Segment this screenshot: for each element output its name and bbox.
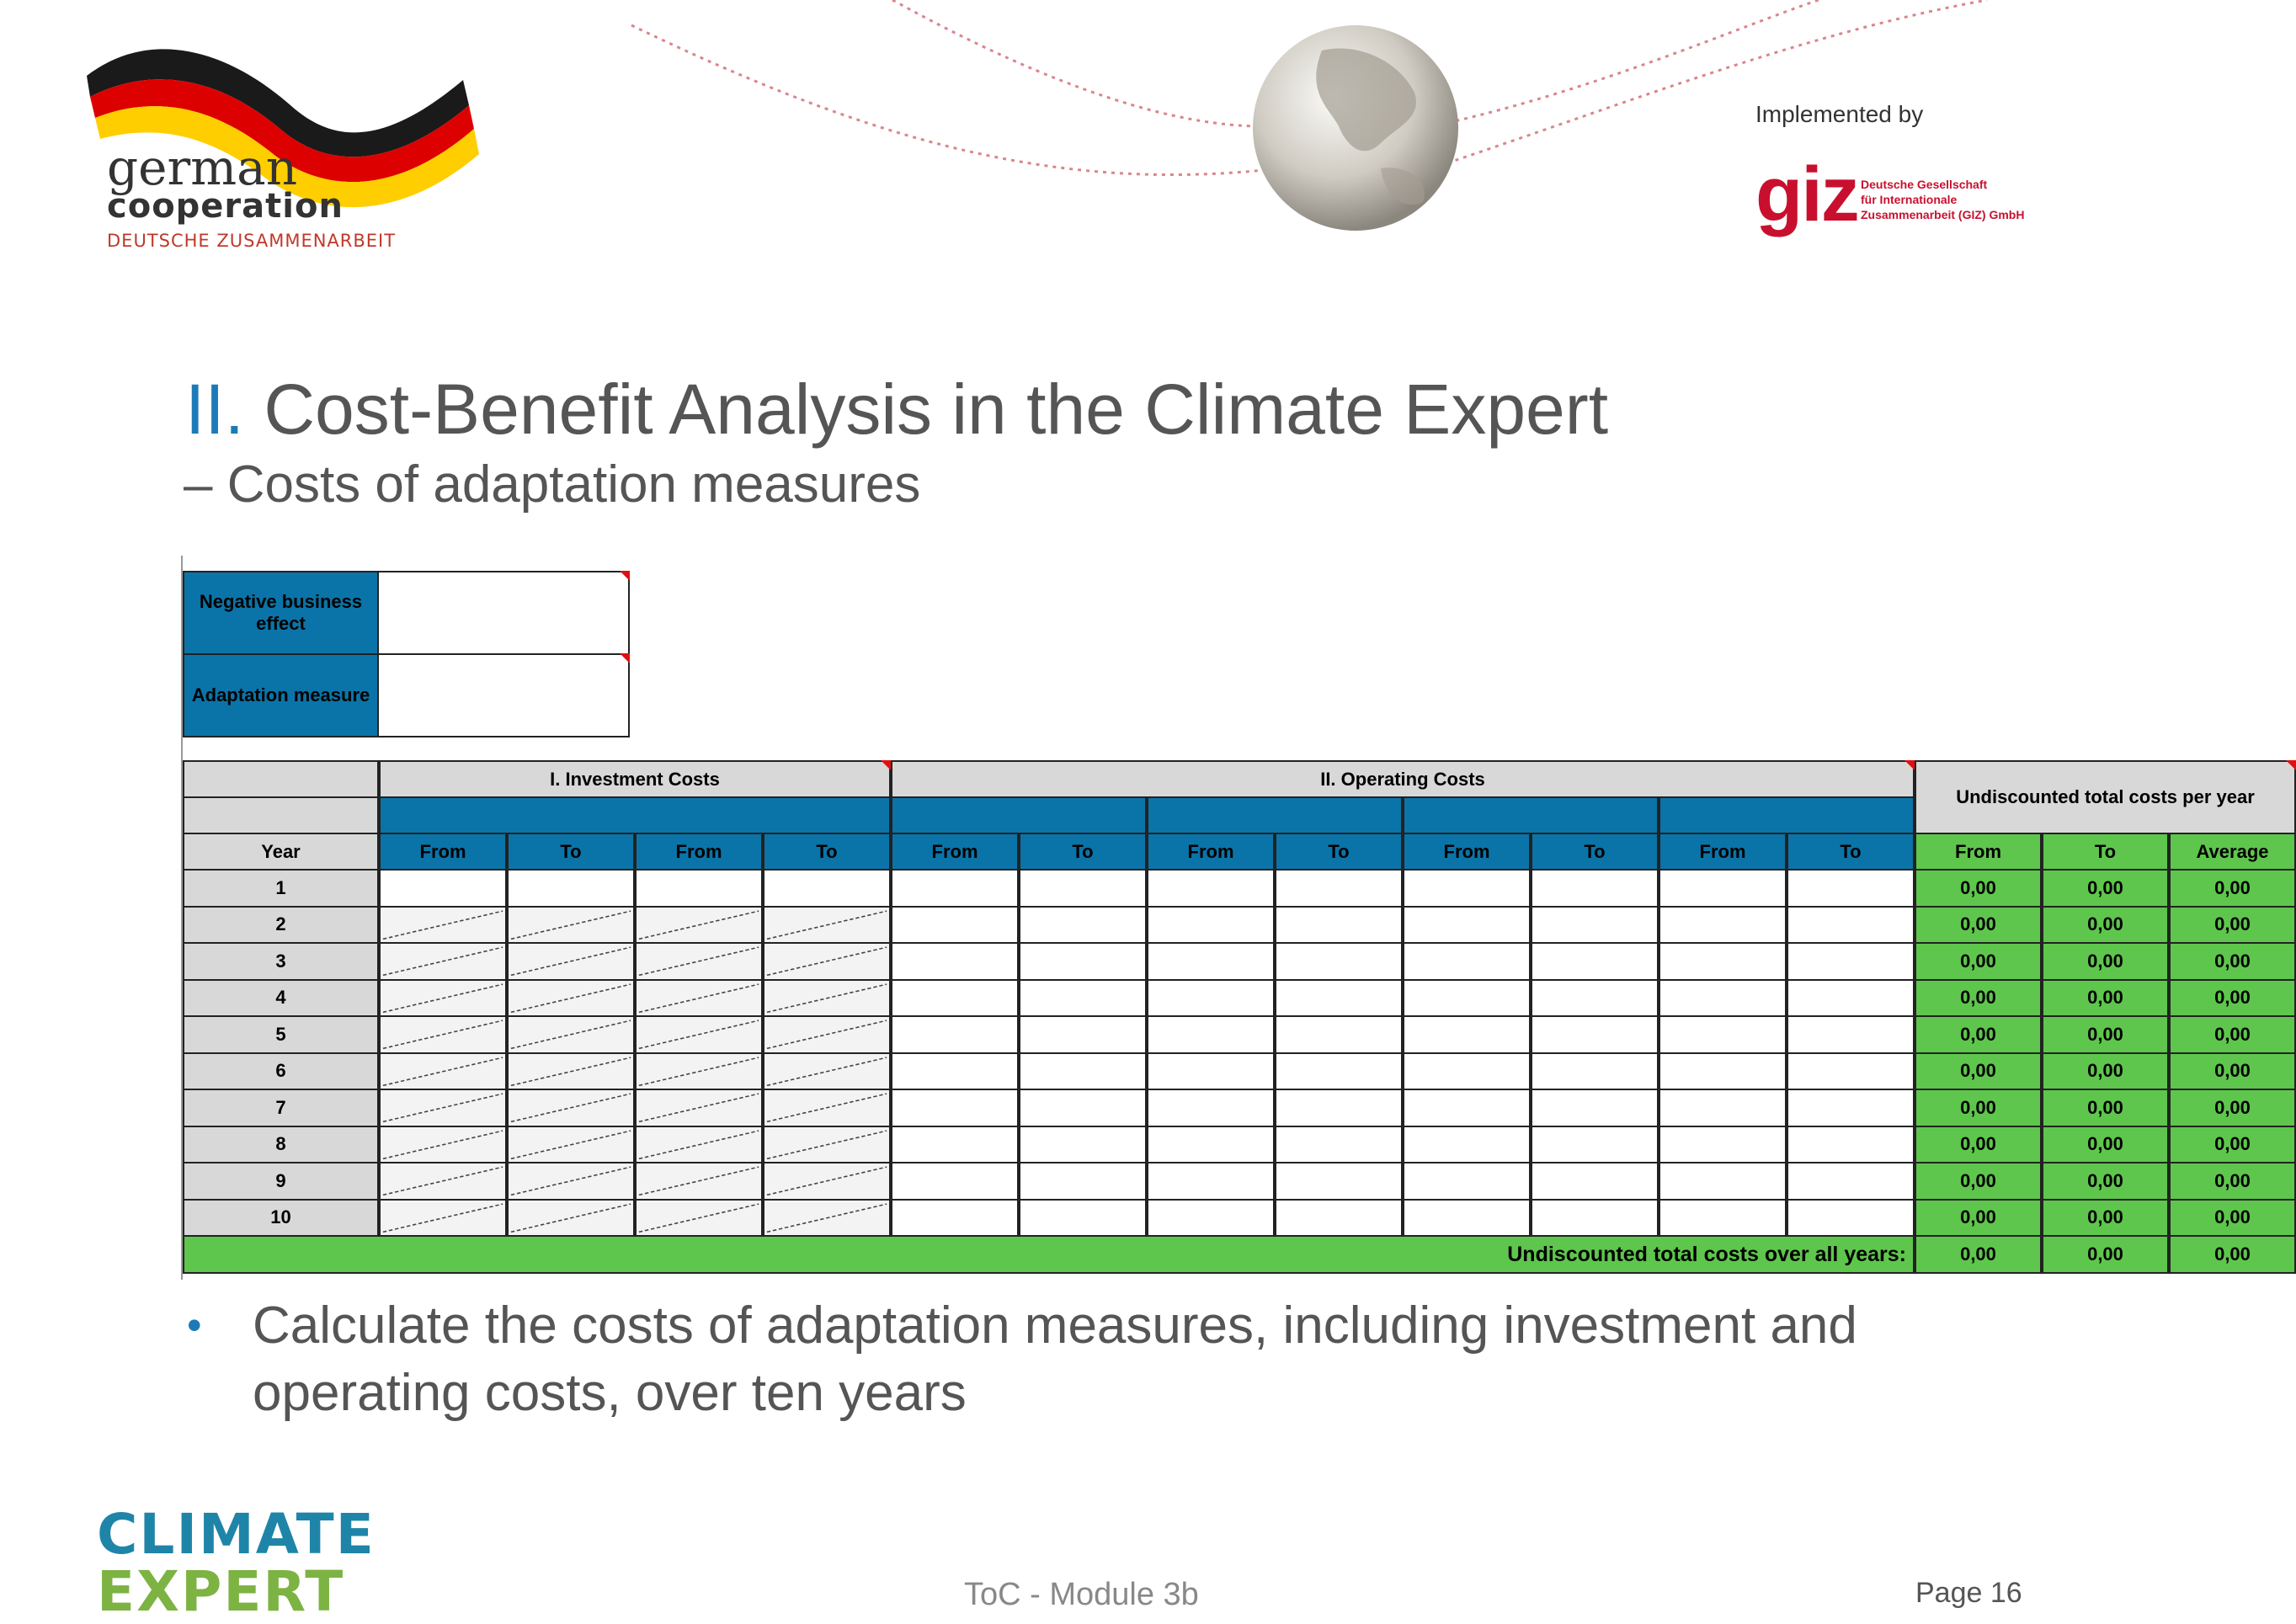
hatch-icon xyxy=(509,1163,633,1199)
locked-cell xyxy=(507,1199,635,1238)
cost-input-cell[interactable] xyxy=(1147,1052,1275,1091)
year-total-cell: 0,00 xyxy=(2042,979,2169,1018)
locked-cell xyxy=(507,979,635,1018)
hatch-icon xyxy=(637,908,761,943)
locked-cell xyxy=(635,942,763,981)
locked-cell xyxy=(635,1089,763,1127)
hatch-icon xyxy=(381,1201,505,1236)
year-total-cell: 0,00 xyxy=(2042,1052,2169,1091)
year-total-cell: 0,00 xyxy=(2169,1126,2296,1164)
hatch-icon xyxy=(381,1163,505,1199)
cost-input-cell[interactable] xyxy=(1019,1015,1147,1054)
cost-input-cell[interactable] xyxy=(1147,1162,1275,1201)
locked-cell xyxy=(635,1052,763,1091)
cost-input-cell[interactable] xyxy=(1275,1199,1403,1238)
hatch-icon xyxy=(637,944,761,979)
locked-cell xyxy=(635,979,763,1018)
giz-logo-subtext xyxy=(1861,177,2024,222)
year-cell: 9 xyxy=(183,1162,379,1201)
year-header: Year xyxy=(183,833,379,871)
adaptation-measure-input[interactable] xyxy=(377,653,630,737)
hatch-icon xyxy=(764,1127,889,1163)
to-column-header: To xyxy=(1787,833,1915,871)
undiscounted-per-year-header: Undiscounted total costs per year xyxy=(1915,760,2296,834)
locked-cell xyxy=(763,1199,891,1238)
page-number: Page 16 xyxy=(1915,1577,2022,1609)
cost-input-cell[interactable] xyxy=(1147,1199,1275,1238)
locked-cell xyxy=(763,1015,891,1054)
comment-indicator-icon xyxy=(620,653,630,663)
cost-input-cell[interactable] xyxy=(1403,1052,1531,1091)
cost-input-cell[interactable] xyxy=(635,869,763,908)
hatch-icon xyxy=(637,1163,761,1199)
cost-input-cell[interactable] xyxy=(1275,1126,1403,1164)
cost-input-cell[interactable] xyxy=(763,869,891,908)
hatch-icon xyxy=(637,1090,761,1126)
year-total-cell: 0,00 xyxy=(1915,1126,2042,1164)
year-cell: 3 xyxy=(183,942,379,981)
title-text: Cost-Benefit Analysis in the Climate Expert xyxy=(264,370,1609,449)
cost-input-cell[interactable] xyxy=(1659,1126,1787,1164)
year-cell: 7 xyxy=(183,1089,379,1127)
locked-cell xyxy=(635,1162,763,1201)
locked-cell xyxy=(379,1089,507,1127)
cost-input-cell[interactable] xyxy=(1275,1015,1403,1054)
year-total-cell: 0,00 xyxy=(1915,906,2042,945)
cost-input-cell[interactable] xyxy=(1787,1199,1915,1238)
hatch-icon xyxy=(637,1054,761,1089)
investment-costs-header: I. Investment Costs xyxy=(379,760,891,798)
giz-logo: giz xyxy=(1755,152,1858,237)
locked-cell xyxy=(763,1126,891,1164)
cost-input-cell[interactable] xyxy=(1275,942,1403,981)
cost-input-cell[interactable] xyxy=(1531,1126,1659,1164)
negative-business-effect-label: Negative business effect xyxy=(183,571,379,655)
from-column-header: From xyxy=(1147,833,1275,871)
year-total-cell: 0,00 xyxy=(2169,1089,2296,1127)
cost-input-cell[interactable] xyxy=(1531,1052,1659,1091)
hatch-icon xyxy=(509,908,633,943)
hatch-icon xyxy=(764,981,889,1016)
to-column-header: To xyxy=(763,833,891,871)
year-total-cell: 0,00 xyxy=(2042,906,2169,945)
year-total-cell: 0,00 xyxy=(2042,1199,2169,1238)
to-column-header: To xyxy=(1275,833,1403,871)
hatch-icon xyxy=(637,1017,761,1052)
cost-input-cell[interactable] xyxy=(1403,1015,1531,1054)
hatch-icon xyxy=(764,1201,889,1236)
year-total-cell: 0,00 xyxy=(1915,1199,2042,1238)
cost-input-cell[interactable] xyxy=(1403,1126,1531,1164)
hatch-icon xyxy=(637,1127,761,1163)
cost-input-cell[interactable] xyxy=(891,1199,1019,1238)
year-total-cell: 0,00 xyxy=(2042,1015,2169,1054)
year-cell: 10 xyxy=(183,1199,379,1238)
cost-input-cell[interactable] xyxy=(1787,1052,1915,1091)
slide-title xyxy=(185,369,1608,450)
year-total-cell: 0,00 xyxy=(1915,942,2042,981)
bullet-point-icon: • xyxy=(187,1302,202,1349)
year-total-cell: 0,00 xyxy=(2169,1015,2296,1054)
year-cell: 6 xyxy=(183,1052,379,1091)
comment-indicator-icon xyxy=(881,760,891,770)
cost-input-cell[interactable] xyxy=(891,1162,1019,1201)
comment-indicator-icon xyxy=(620,571,630,581)
cost-input-cell[interactable] xyxy=(1403,979,1531,1018)
cost-input-cell[interactable] xyxy=(1531,942,1659,981)
hatch-icon xyxy=(381,1017,505,1052)
from-column-header: From xyxy=(1403,833,1531,871)
climate-expert-logo-climate: CLIMATE xyxy=(97,1502,376,1567)
locked-cell xyxy=(635,1199,763,1238)
cost-input-cell[interactable] xyxy=(1787,1162,1915,1201)
year-cell: 5 xyxy=(183,1015,379,1054)
cost-input-cell[interactable] xyxy=(1147,906,1275,945)
cost-input-cell[interactable] xyxy=(891,1015,1019,1054)
cost-input-cell[interactable] xyxy=(891,942,1019,981)
cost-input-cell[interactable] xyxy=(1019,979,1147,1018)
year-total-cell: 0,00 xyxy=(2042,1162,2169,1201)
cost-input-cell[interactable] xyxy=(891,1052,1019,1091)
year-cell: 1 xyxy=(183,869,379,908)
to-column-header: To xyxy=(1531,833,1659,871)
cost-input-cell[interactable] xyxy=(379,869,507,908)
year-total-cell: 0,00 xyxy=(1915,1052,2042,1091)
year-total-cell: 0,00 xyxy=(2042,869,2169,908)
title-number: II. xyxy=(185,370,245,449)
hatch-icon xyxy=(764,1054,889,1089)
cost-subheader-5[interactable] xyxy=(1659,796,1915,834)
hatch-icon xyxy=(381,908,505,943)
hatch-icon xyxy=(637,1201,761,1236)
cost-input-cell[interactable] xyxy=(1403,942,1531,981)
grand-total-cell: 0,00 xyxy=(1915,1235,2042,1274)
year-total-cell: 0,00 xyxy=(1915,979,2042,1018)
year-cell: 8 xyxy=(183,1126,379,1164)
locked-cell xyxy=(379,1052,507,1091)
hatch-icon xyxy=(509,1201,633,1236)
locked-cell xyxy=(379,1126,507,1164)
hatch-icon xyxy=(381,1127,505,1163)
locked-cell xyxy=(507,1052,635,1091)
giz-sub-line2: für Internationale xyxy=(1861,193,1958,206)
year-total-cell: 0,00 xyxy=(2042,942,2169,981)
locked-cell xyxy=(507,906,635,945)
cost-input-cell[interactable] xyxy=(1787,906,1915,945)
hatch-icon xyxy=(509,944,633,979)
total-average-header: Average xyxy=(2169,833,2296,871)
cost-input-cell[interactable] xyxy=(1019,1089,1147,1127)
year-total-cell: 0,00 xyxy=(2169,1162,2296,1201)
cost-input-cell[interactable] xyxy=(1275,1089,1403,1127)
cost-input-cell[interactable] xyxy=(1275,906,1403,945)
cost-input-cell[interactable] xyxy=(1659,1015,1787,1054)
year-total-cell: 0,00 xyxy=(1915,869,2042,908)
cost-input-cell[interactable] xyxy=(1787,1089,1915,1127)
cost-input-cell[interactable] xyxy=(1787,869,1915,908)
cost-input-cell[interactable] xyxy=(1019,942,1147,981)
locked-cell xyxy=(763,906,891,945)
cost-input-cell[interactable] xyxy=(1659,906,1787,945)
year-cell: 4 xyxy=(183,979,379,1018)
locked-cell xyxy=(763,1052,891,1091)
total-to-header: To xyxy=(2042,833,2169,871)
cost-input-cell[interactable] xyxy=(1531,906,1659,945)
cost-input-cell[interactable] xyxy=(1531,869,1659,908)
hatch-icon xyxy=(509,1054,633,1089)
locked-cell xyxy=(379,1015,507,1054)
cost-input-cell[interactable] xyxy=(1403,869,1531,908)
cost-input-cell[interactable] xyxy=(1019,1126,1147,1164)
hatch-icon xyxy=(637,981,761,1016)
cost-input-cell[interactable] xyxy=(1403,906,1531,945)
hatch-icon xyxy=(381,1090,505,1126)
year-total-cell: 0,00 xyxy=(2169,906,2296,945)
cost-input-cell[interactable] xyxy=(1659,942,1787,981)
header-blank-1 xyxy=(183,760,379,798)
operating-costs-header: II. Operating Costs xyxy=(891,760,1915,798)
cost-input-cell[interactable] xyxy=(891,1089,1019,1127)
cost-input-cell[interactable] xyxy=(1659,1089,1787,1127)
locked-cell xyxy=(379,1162,507,1201)
cost-input-cell[interactable] xyxy=(1019,1052,1147,1091)
cost-input-cell[interactable] xyxy=(1659,979,1787,1018)
cost-input-cell[interactable] xyxy=(1787,979,1915,1018)
locked-cell xyxy=(635,1126,763,1164)
from-column-header: From xyxy=(379,833,507,871)
cost-input-cell[interactable] xyxy=(1019,869,1147,908)
cost-input-cell[interactable] xyxy=(1659,1199,1787,1238)
giz-sub-line3: Zusammenarbeit (GIZ) GmbH xyxy=(1861,208,2025,221)
year-total-cell: 0,00 xyxy=(2169,979,2296,1018)
cost-input-cell[interactable] xyxy=(1019,1162,1147,1201)
cost-input-cell[interactable] xyxy=(891,1126,1019,1164)
cost-input-cell[interactable] xyxy=(1403,1089,1531,1127)
hatch-icon xyxy=(381,1054,505,1089)
cost-input-cell[interactable] xyxy=(1659,1052,1787,1091)
cost-input-cell[interactable] xyxy=(1019,906,1147,945)
hatch-icon xyxy=(764,944,889,979)
locked-cell xyxy=(379,979,507,1018)
header-blank-2 xyxy=(183,796,379,834)
hatch-icon xyxy=(764,1163,889,1199)
cost-input-cell[interactable] xyxy=(1659,1162,1787,1201)
cost-input-cell[interactable] xyxy=(1531,979,1659,1018)
grand-total-label: Undiscounted total costs over all years: xyxy=(183,1235,1915,1274)
hatch-icon xyxy=(381,944,505,979)
cooperation-wordmark: cooperation xyxy=(107,187,344,226)
german-cooperation-wordmark: german xyxy=(107,139,298,196)
hatch-icon xyxy=(509,981,633,1016)
from-column-header: From xyxy=(1659,833,1787,871)
cost-input-cell[interactable] xyxy=(1275,1052,1403,1091)
year-total-cell: 0,00 xyxy=(2169,869,2296,908)
cost-input-cell[interactable] xyxy=(1403,1199,1531,1238)
locked-cell xyxy=(635,1015,763,1054)
locked-cell xyxy=(507,942,635,981)
cost-input-cell[interactable] xyxy=(1275,869,1403,908)
cost-input-cell[interactable] xyxy=(507,869,635,908)
grand-total-cell: 0,00 xyxy=(2042,1235,2169,1274)
cost-input-cell[interactable] xyxy=(1275,979,1403,1018)
total-from-header: From xyxy=(1915,833,2042,871)
cost-input-cell[interactable] xyxy=(1531,1089,1659,1127)
climate-expert-logo-expert: EXPERT xyxy=(97,1559,345,1624)
cost-input-cell[interactable] xyxy=(1531,1162,1659,1201)
to-column-header: To xyxy=(507,833,635,871)
cost-subheader-2[interactable] xyxy=(891,796,1147,834)
cost-input-cell[interactable] xyxy=(1403,1162,1531,1201)
cost-input-cell[interactable] xyxy=(1787,942,1915,981)
hatch-icon xyxy=(764,1090,889,1126)
cost-input-cell[interactable] xyxy=(891,869,1019,908)
comment-indicator-icon xyxy=(2286,760,2296,770)
from-column-header: From xyxy=(635,833,763,871)
locked-cell xyxy=(763,1162,891,1201)
implemented-by-label: Implemented by xyxy=(1755,101,1924,127)
adaptation-measure-label: Adaptation measure xyxy=(183,653,379,737)
locked-cell xyxy=(379,906,507,945)
year-total-cell: 0,00 xyxy=(2169,1199,2296,1238)
locked-cell xyxy=(763,979,891,1018)
cost-subheader-3[interactable] xyxy=(1147,796,1403,834)
cost-input-cell[interactable] xyxy=(891,906,1019,945)
cost-input-cell[interactable] xyxy=(891,979,1019,1018)
locked-cell xyxy=(379,1199,507,1238)
cost-input-cell[interactable] xyxy=(1787,1126,1915,1164)
cost-input-cell[interactable] xyxy=(1787,1015,1915,1054)
cost-input-cell[interactable] xyxy=(1147,979,1275,1018)
locked-cell xyxy=(763,942,891,981)
year-total-cell: 0,00 xyxy=(2042,1126,2169,1164)
footer-module: ToC - Module 3b xyxy=(964,1577,1199,1612)
cost-input-cell[interactable] xyxy=(1147,1089,1275,1127)
to-column-header: To xyxy=(1019,833,1147,871)
cost-input-cell[interactable] xyxy=(1019,1199,1147,1238)
cost-input-cell[interactable] xyxy=(1659,869,1787,908)
comment-indicator-icon xyxy=(1904,760,1915,770)
deutsche-zusammenarbeit-wordmark: DEUTSCHE ZUSAMMENARBEIT xyxy=(107,231,397,251)
year-total-cell: 0,00 xyxy=(2042,1089,2169,1127)
year-total-cell: 0,00 xyxy=(1915,1015,2042,1054)
hatch-icon xyxy=(764,1017,889,1052)
cost-subheader-4[interactable] xyxy=(1403,796,1659,834)
from-column-header: From xyxy=(891,833,1019,871)
locked-cell xyxy=(635,906,763,945)
year-cell: 2 xyxy=(183,906,379,945)
locked-cell xyxy=(507,1126,635,1164)
year-total-cell: 0,00 xyxy=(1915,1089,2042,1127)
cost-subheader-1[interactable] xyxy=(379,796,891,834)
year-total-cell: 0,00 xyxy=(2169,1052,2296,1091)
cost-input-cell[interactable] xyxy=(1147,1126,1275,1164)
bullet-text: Calculate the costs of adaptation measures, including investment and operating costs, over ten years xyxy=(253,1297,1857,1422)
slide-subtitle: – Costs of adaptation measures xyxy=(184,455,921,514)
locked-cell xyxy=(507,1089,635,1127)
cost-input-cell[interactable] xyxy=(1531,1015,1659,1054)
negative-business-effect-input[interactable] xyxy=(377,571,630,655)
hatch-icon xyxy=(381,981,505,1016)
year-total-cell: 0,00 xyxy=(1915,1162,2042,1201)
cost-input-cell[interactable] xyxy=(1147,869,1275,908)
cost-input-cell[interactable] xyxy=(1147,942,1275,981)
hatch-icon xyxy=(764,908,889,943)
grand-total-cell: 0,00 xyxy=(2169,1235,2296,1274)
hatch-icon xyxy=(509,1017,633,1052)
locked-cell xyxy=(763,1089,891,1127)
locked-cell xyxy=(379,942,507,981)
year-total-cell: 0,00 xyxy=(2169,942,2296,981)
cost-input-cell[interactable] xyxy=(1275,1162,1403,1201)
hatch-icon xyxy=(509,1090,633,1126)
locked-cell xyxy=(507,1015,635,1054)
hatch-icon xyxy=(509,1127,633,1163)
giz-sub-line1: Deutsche Gesellschaft xyxy=(1861,178,1988,191)
locked-cell xyxy=(507,1162,635,1201)
cost-input-cell[interactable] xyxy=(1147,1015,1275,1054)
cost-input-cell[interactable] xyxy=(1531,1199,1659,1238)
